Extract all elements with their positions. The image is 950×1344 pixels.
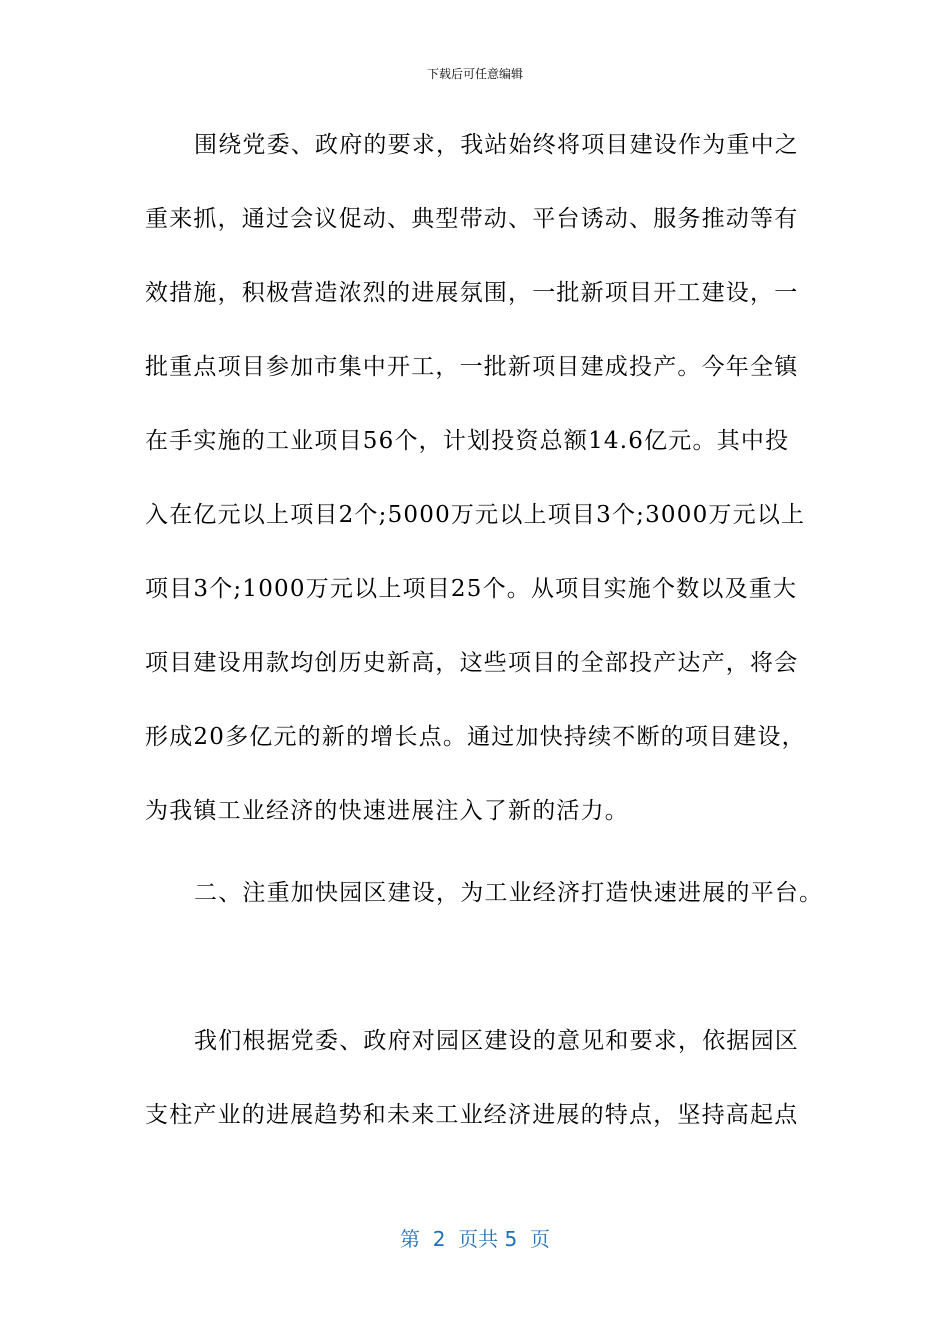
paragraph-line: 形成20多亿元的新的增长点。通过加快持续不断的项目建设， bbox=[145, 724, 806, 750]
paragraph-line: 在手实施的工业项目56个，计划投资总额14.6亿元。其中投 bbox=[145, 428, 790, 454]
paragraph-project-construction bbox=[145, 108, 815, 848]
section-heading-line: 二、注重加快园区建设，为工业经济打造快速进展的平台。 bbox=[194, 880, 824, 906]
paragraph-line: 项目3个;1000万元以上项目25个。从项目实施个数以及重大 bbox=[145, 576, 798, 602]
page-number-footer: 第 2 页共 5 页 bbox=[400, 1227, 550, 1251]
paragraph-line: 为我镇工业经济的快速进展注入了新的活力。 bbox=[145, 798, 629, 824]
paragraph-line: 效措施，积极营造浓烈的进展氛围，一批新项目开工建设，一 bbox=[145, 280, 799, 306]
paragraph-line: 项目建设用款均创历史新高，这些项目的全部投产达产，将会 bbox=[145, 650, 799, 676]
paragraph-line: 支柱产业的进展趋势和未来工业经济进展的特点，坚持高起点 bbox=[145, 1102, 799, 1128]
paragraph-line: 重来抓，通过会议促动、典型带动、平台诱动、服务推动等有 bbox=[145, 206, 799, 232]
paragraph-line: 入在亿元以上项目2个;5000万元以上项目3个;3000万元以上 bbox=[145, 502, 806, 528]
paragraph-line: 我们根据党委、政府对园区建设的意见和要求，依据园区 bbox=[194, 1028, 799, 1054]
paragraph-park-planning bbox=[145, 1004, 815, 1152]
page-header-note: 下载后可任意编辑 bbox=[426, 67, 523, 81]
paragraph-line: 围绕党委、政府的要求，我站始终将项目建设作为重中之 bbox=[194, 132, 799, 158]
section-heading-park-construction bbox=[145, 856, 824, 930]
paragraph-line: 批重点项目参加市集中开工，一批新项目建成投产。今年全镇 bbox=[145, 354, 799, 380]
